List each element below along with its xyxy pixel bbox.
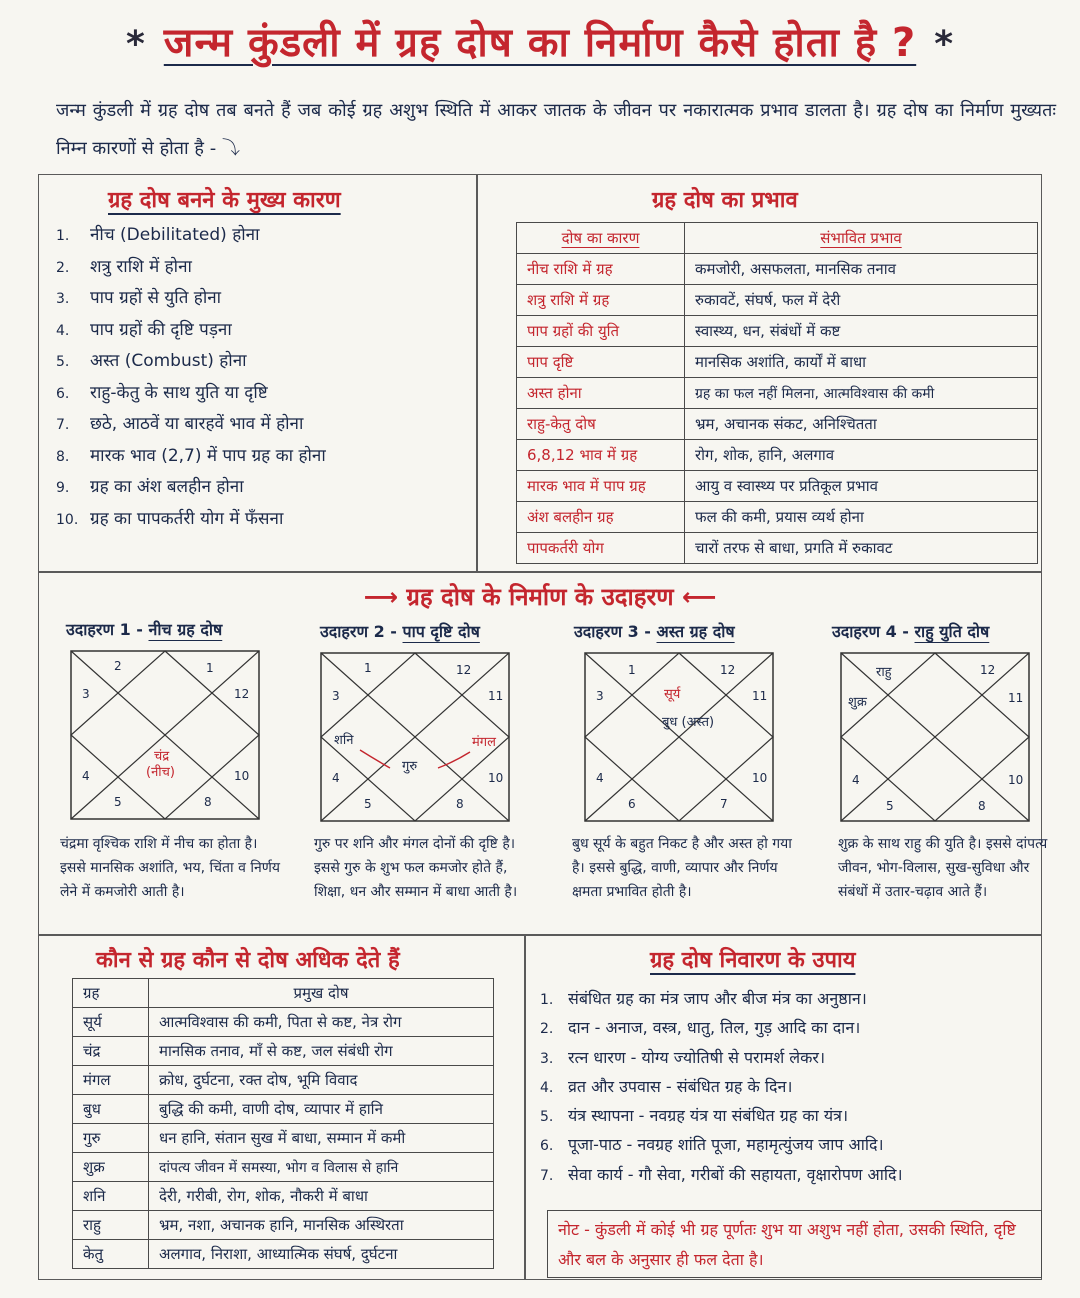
table-row: मारक भाव में पाप ग्रह आयु व स्वास्थ्य पर प्रतिकूल प्रभाव: [517, 471, 1038, 502]
house-number: 8: [204, 795, 212, 809]
house-number: 12: [234, 687, 250, 701]
list-item: 4. पाप ग्रहों की दृष्टि पड़ना: [56, 319, 232, 340]
table-row: 6,8,12 भाव में ग्रह रोग, शोक, हानि, अलगाव: [517, 440, 1038, 471]
house-number: 5: [114, 795, 122, 809]
remedies-list: [540, 984, 903, 1189]
house-number: 4: [82, 769, 90, 783]
house-number: 1: [206, 661, 214, 675]
star-icon: *: [934, 24, 955, 65]
example-3-desc: बुध सूर्य के बहुत निकट है और अस्त हो गया है। इससे बुद्धि, वाणी, व्यापार और निर्णय क्षमता प्रभावित होती है।: [572, 836, 792, 900]
list-item: 6. पूजा-पाठ - नवग्रह शांति पूजा, महामृत्युंजय जाप आदि।: [540, 1135, 884, 1155]
house-number: 4: [596, 771, 604, 785]
remedies-heading: ग्रह दोष निवारण के उपाय: [650, 948, 856, 973]
house-number: 1: [364, 661, 372, 675]
effects-heading: ग्रह दोष का प्रभाव: [652, 188, 798, 213]
page-title-text: जन्म कुंडली में ग्रह दोष का निर्माण कैसे होता है ?: [163, 20, 917, 66]
list-item: 1. नीच (Debilitated) होना: [56, 225, 260, 245]
table-row: चंद्र मानसिक तनाव, माँ से कष्ट, जल संबंधी रोग: [73, 1037, 494, 1066]
house-number: 11: [1008, 691, 1024, 705]
house-number: 5: [364, 797, 372, 811]
planet-label: मंगल: [472, 735, 496, 750]
causes-heading: ग्रह दोष बनने के मुख्य कारण: [108, 188, 341, 213]
list-item: 3. पाप ग्रहों से युति होना: [56, 288, 222, 308]
house-number: 4: [332, 771, 340, 785]
house-number: 8: [978, 799, 986, 813]
example-1-title: उदाहरण 1 - नीच ग्रह दोष: [66, 620, 223, 639]
table-row: सूर्य आत्मविश्वास की कमी, पिता से कष्ट, नेत्र रोग: [73, 1008, 494, 1037]
causes-list: [56, 220, 326, 535]
list-item: 6. राहु-केतु के साथ युति या दृष्टि: [56, 382, 268, 403]
house-number: 11: [488, 689, 504, 703]
effects-col-effect: संभावित प्रभाव: [685, 223, 1038, 254]
list-item: 3. रत्न धारण - योग्य ज्योतिषी से परामर्श लेकर।: [540, 1047, 826, 1067]
house-number: 12: [456, 663, 472, 677]
example-4-desc: शुक्र के साथ राहु की युति है। इससे दांपत्य जीवन, भोग-विलास, सुख-सुविधा और संबंधों में उतार-चढ़ाव आते हैं।: [838, 836, 1048, 900]
house-number: 8: [456, 797, 464, 811]
planet-label: शुक्र: [848, 695, 867, 710]
planet-col: ग्रह: [73, 979, 149, 1008]
list-item: 4. व्रत और उपवास - संबंधित ग्रह के दिन।: [540, 1076, 793, 1096]
example-2-desc: गुरु पर शनि और मंगल दोनों की दृष्टि है। इससे गुरु के शुभ फल कमजोर होते हैं, शिक्षा, धन और सम्मान में बाधा आती है।: [314, 836, 518, 900]
table-row: पाप ग्रहों की युति स्वास्थ्य, धन, संबंधों में कष्ट: [517, 316, 1038, 347]
house-number: 3: [596, 689, 604, 703]
example-1-kundali: [70, 650, 260, 820]
list-item: 7. छठे, आठवें या बारहवें भाव में होना: [56, 414, 304, 434]
dosh-col: प्रमुख दोष: [149, 979, 494, 1008]
example-3-kundali: [584, 652, 774, 822]
table-row: राहु-केतु दोष भ्रम, अचानक संकट, अनिश्चितता: [517, 409, 1038, 440]
example-2-title: उदाहरण 2 - पाप दृष्टि दोष: [320, 622, 480, 641]
table-row: शत्रु राशि में ग्रह रुकावटें, संघर्ष, फल में देरी: [517, 285, 1038, 316]
examples-heading-text: ग्रह दोष के निर्माण के उदाहरण: [406, 583, 674, 611]
list-item: 2. शत्रु राशि में होना: [56, 256, 192, 277]
house-number: 10: [752, 771, 768, 785]
table-row: गुरु धन हानि, संतान सुख में बाधा, सम्मान में कमी: [73, 1124, 494, 1153]
list-item: 7. सेवा कार्य - गौ सेवा, गरीबों की सहायता, वृक्षारोपण आदि।: [540, 1164, 903, 1184]
table-row: केतु अलगाव, निराशा, आध्यात्मिक संघर्ष, दुर्घटना: [73, 1240, 494, 1269]
table-row: अंश बलहीन ग्रह फल की कमी, प्रयास व्यर्थ होना: [517, 502, 1038, 533]
house-number: 4: [852, 773, 860, 787]
table-row: शुक्र दांपत्य जीवन में समस्या, भोग व विलास से हानि: [73, 1153, 494, 1182]
planet-label: चंद्र: [154, 749, 170, 764]
table-row: राहु भ्रम, नशा, अचानक हानि, मानसिक अस्थिरता: [73, 1211, 494, 1240]
planet-doshas-heading: कौन से ग्रह कौन से दोष अधिक देते हैं: [96, 948, 400, 973]
house-number: 1: [628, 663, 636, 677]
table-row: पाप दृष्टि मानसिक अशांति, कार्यों में बाधा: [517, 347, 1038, 378]
table-row: पापकर्तरी योग चारों तरफ से बाधा, प्रगति में रुकावट: [517, 533, 1038, 564]
house-number: 7: [720, 797, 728, 811]
table-row: मंगल क्रोध, दुर्घटना, रक्त दोष, भूमि विवाद: [73, 1066, 494, 1095]
example-4-title: उदाहरण 4 - राहु युति दोष: [832, 622, 990, 641]
house-number: 3: [332, 689, 340, 703]
house-number: 5: [886, 799, 894, 813]
intro-paragraph: जन्म कुंडली में ग्रह दोष तब बनते हैं जब कोई ग्रह अशुभ स्थिति में आकर जातक के जीवन पर नकारात्मक प्रभाव डालता है। ग्रह दोष का निर्माण मुख्यतः निम्न कारणों से होता है - ⤵: [56, 100, 1056, 159]
list-item: 5. अस्त (Combust) होना: [56, 351, 247, 371]
table-row: शनि देरी, गरीबी, रोग, शोक, नौकरी में बाधा: [73, 1182, 494, 1211]
planet-doshas-table: [72, 978, 494, 1269]
list-item: 2. दान - अनाज, वस्त्र, धातु, तिल, गुड़ आदि का दान।: [540, 1018, 861, 1038]
list-item: 10. ग्रह का पापकर्तरी योग में फँसना: [56, 508, 284, 529]
list-item: 8. मारक भाव (2,7) में पाप ग्रह का होना: [56, 445, 326, 466]
planet-label: शनि: [334, 733, 354, 748]
planet-label: राहु: [876, 665, 892, 680]
planet-label: बुध (अस्त): [662, 715, 715, 730]
example-2-kundali: [320, 652, 510, 822]
effects-table: [516, 222, 1038, 564]
planet-label: (नीच): [146, 765, 175, 780]
house-number: 12: [720, 663, 736, 677]
house-number: 6: [628, 797, 636, 811]
planet-label: सूर्य: [664, 687, 681, 702]
example-4-kundali: [840, 652, 1030, 822]
list-item: 9. ग्रह का अंश बलहीन होना: [56, 477, 244, 497]
star-icon: *: [125, 24, 146, 65]
house-number: 10: [488, 771, 504, 785]
list-item: 1. संबंधित ग्रह का मंत्र जाप और बीज मंत्र का अनुष्ठान।: [540, 989, 867, 1008]
effects-col-cause: दोष का कारण: [517, 223, 685, 254]
table-row: बुध बुद्धि की कमी, वाणी दोष, व्यापार में हानि: [73, 1095, 494, 1124]
list-item: 5. यंत्र स्थापना - नवग्रह यंत्र या संबंधित ग्रह का यंत्र।: [540, 1106, 849, 1126]
example-1-desc: चंद्रमा वृश्चिक राशि में नीच का होता है। इससे मानसिक अशांति, भय, चिंता व निर्णय लेने में कमजोरी आती है।: [60, 836, 280, 900]
example-3-title: उदाहरण 3 - अस्त ग्रह दोष: [574, 622, 735, 641]
house-number: 11: [752, 689, 768, 703]
table-row: अस्त होना ग्रह का फल नहीं मिलना, आत्मविश्वास की कमी: [517, 378, 1038, 409]
house-number: 10: [1008, 773, 1024, 787]
note-box: नोट - कुंडली में कोई भी ग्रह पूर्णतः शुभ या अशुभ नहीं होता, उसकी स्थिति, दृष्टि और बल के अनुसार ही फल देता है।: [547, 1210, 1042, 1278]
planet-label: गुरु: [402, 759, 418, 774]
arrow-right-icon: ⟶: [363, 583, 399, 611]
house-number: 10: [234, 769, 250, 783]
table-row: नीच राशि में ग्रह कमजोरी, असफलता, मानसिक तनाव: [517, 254, 1038, 285]
house-number: 2: [114, 659, 122, 673]
examples-heading: [0, 580, 1080, 613]
arrow-left-icon: ⟵: [681, 583, 717, 611]
page-title: [0, 8, 1080, 78]
house-number: 3: [82, 687, 90, 701]
house-number: 12: [980, 663, 996, 677]
